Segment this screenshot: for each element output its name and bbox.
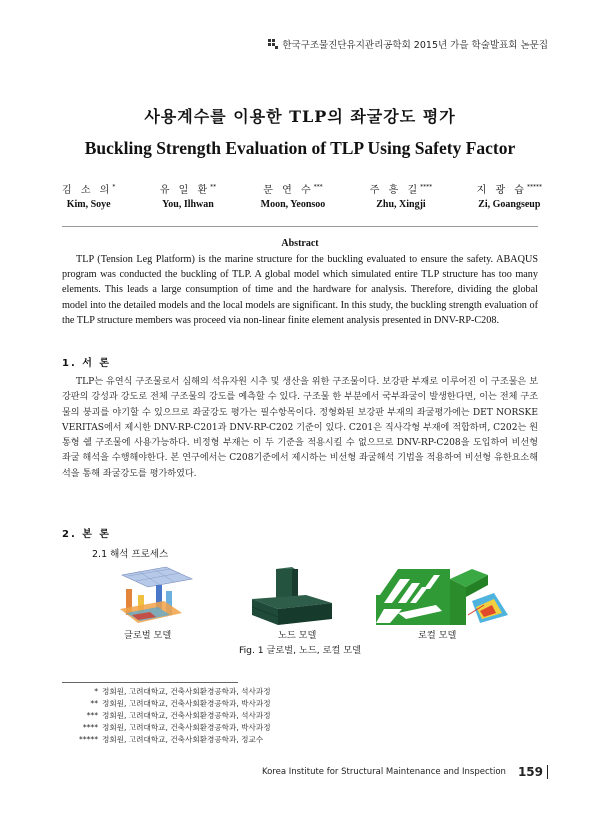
footnote-text: 정회원, 고려대학교, 건축사회환경공학과, 석사과정	[102, 687, 271, 696]
footnote-text: 정회원, 고려대학교, 건축사회환경공학과, 정교수	[102, 735, 264, 744]
footnote-mark: *****	[79, 735, 98, 744]
figure-label: 노드 모델	[278, 630, 317, 641]
author	[370, 181, 432, 210]
section-body: TLP는 유연식 구조물로서 심해의 석유자원 시추 및 생산을 위한 구조물이다. 보강판 부재로 이루어진 이 구조물은 보강판의 강성과 강도로 전체 구조물의 강도를 예측할 수 있다. 구조물 한 부분에서 국부좌굴이 발생한다면, 이는 전체 구조물의 붕괴를 야기할 수 있으므로 좌굴강도 평가는 필수항목이다. 정형화된 보강판 부재의 좌굴평가에는 DET NORSKE VERITAS에서 제시한 DNV-RP-C201과 DNV-RP-C202 기준이 있다. C201은 직사각형 부재에 적합하며, C202는 원통형 쉘 구조물에 사용가능하다. 비정형 부재는 이 두 기준을 적용시킬 수 없으므로 DNV-RP-C208을 도입하여 비선형 좌굴 해석을 수행해야한다. 본 연구에서는 C208기준에서 제시하는 비선형 좌굴해석 기법을 적용하여 비선형 유한요소해석을 통해 좌굴강도를 평가하였다.	[62, 377, 538, 479]
author-english-name: Zi, Goangseup	[478, 199, 541, 210]
author-english-name: Kim, Soye	[66, 199, 111, 210]
footnote	[62, 710, 271, 722]
section-heading: 2. 본 론	[62, 529, 112, 540]
local-model-image	[376, 565, 508, 627]
footnote-mark: ****	[82, 723, 98, 732]
author-mark: ***	[313, 183, 323, 191]
footnote-mark: ***	[86, 711, 98, 720]
footnote	[62, 698, 271, 710]
author-korean-name: 김 소 의	[62, 185, 113, 196]
abstract-heading: Abstract	[281, 238, 319, 249]
footnote	[62, 686, 271, 698]
footnote-divider	[62, 682, 238, 683]
footer-institute: Korea Institute for Structural Maintenance and Inspection	[261, 767, 506, 777]
footnote	[62, 722, 271, 734]
author-mark: *	[112, 183, 116, 191]
node-model-image	[252, 565, 332, 627]
figure-caption: Fig. 1 글로벌, 노드, 로컬 모델	[238, 645, 362, 656]
author	[477, 181, 542, 210]
author-mark: *****	[526, 183, 542, 191]
author	[62, 181, 115, 210]
footnote-text: 정회원, 고려대학교, 건축사회환경공학과, 석사과정	[102, 711, 271, 720]
footnotes	[62, 686, 271, 746]
title-english: Buckling Strength Evaluation of TLP Using Safety Factor	[84, 138, 516, 158]
footnote-mark: **	[90, 699, 98, 708]
author-list	[62, 181, 542, 210]
figure-label: 로컬 모델	[418, 630, 457, 641]
author-korean-name: 주 흥 길	[369, 185, 421, 196]
abstract-text: TLP (Tension Leg Platform) is the marine structure for the buckling evaluated to ensure the safety. ABAQUS program was conducted the buckling of TLP. A global model which simulated entire TLP structure has too many elements. This leads a large consumption of time and the hardware for analysis. Therefore, dividing the global model into the detailed models and the local models are significant. In this study, the buckling strength evaluation of the TLP structure members was proceed via non-linear finite element analysis presented in DNV-RP-C208.	[62, 254, 538, 326]
author-korean-name: 지 광 습	[476, 185, 527, 196]
page-number: 159	[518, 765, 548, 779]
global-model-image	[108, 565, 194, 627]
running-footer	[262, 765, 548, 779]
author	[160, 181, 216, 210]
header-text: 한국구조물진단유지관리공학회 2015년 가을 학술발표회 논문집	[282, 40, 548, 51]
author-english-name: Moon, Yeonsoo	[260, 199, 326, 210]
subsection-heading: 2.1 해석 프로세스	[92, 549, 169, 560]
author-english-name: You, Ilhwan	[162, 199, 214, 210]
author-korean-name: 문 연 수	[263, 185, 314, 196]
footnote-mark: *	[94, 687, 98, 696]
footnote	[62, 734, 271, 746]
running-header	[268, 37, 548, 51]
author-english-name: Zhu, Xingji	[376, 199, 426, 210]
author	[261, 181, 326, 210]
author-mark: **	[210, 183, 217, 191]
section-heading: 1. 서 론	[62, 358, 112, 369]
footnote-text: 정회원, 고려대학교, 건축사회환경공학과, 박사과정	[102, 723, 271, 732]
footnote-text: 정회원, 고려대학교, 건축사회환경공학과, 박사과정	[102, 699, 271, 708]
header-grid-icon	[268, 39, 278, 49]
author-korean-name: 유 일 환	[159, 185, 211, 196]
title-korean: 사용계수를 이용한 TLP의 좌굴강도 평가	[144, 107, 456, 126]
divider	[62, 226, 538, 227]
author-mark: ****	[420, 183, 433, 191]
figure-label: 글로벌 모델	[124, 630, 172, 641]
